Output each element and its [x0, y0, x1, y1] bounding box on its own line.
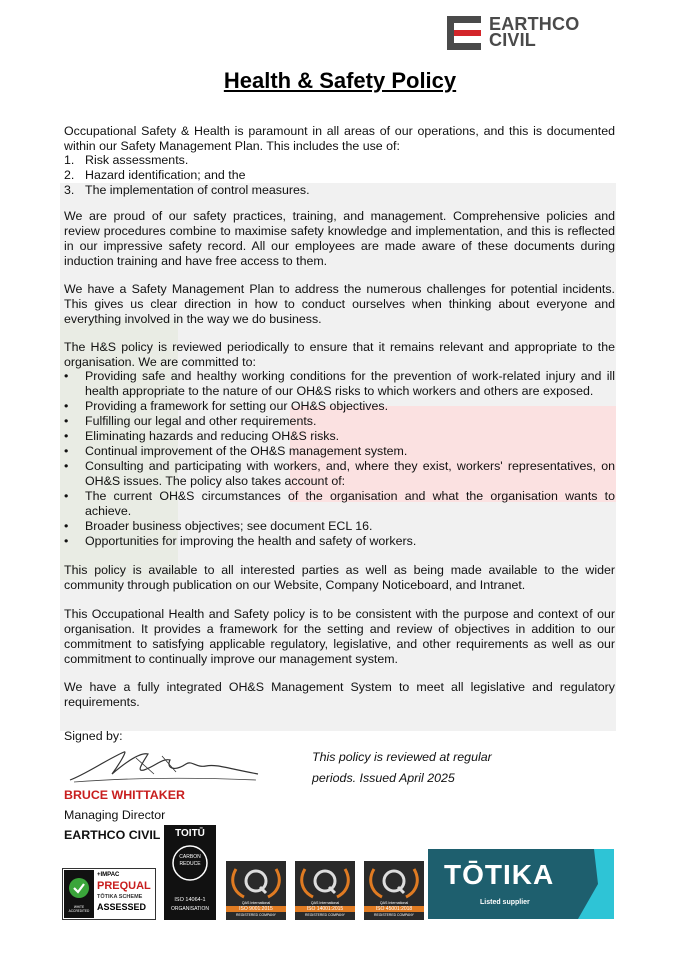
impac-sub-text: TŌTIKA SCHEME: [97, 894, 143, 900]
bullet: •: [64, 534, 69, 548]
impac-top-text: +IMPAC: [97, 872, 120, 878]
review-note-line-1: This policy is reviewed at regular: [312, 750, 492, 764]
toitu-carbon-reduce-badge: [164, 825, 216, 920]
list-item-text: Consulting and participating with workers, and, where they exist, workers' representatives, on OH&S issues. The policy also takes account of:: [85, 459, 615, 488]
list-item-text: The current OH&S circumstances of the organisation and what the organisation wants to achieve.: [85, 489, 615, 518]
signatory-name: BRUCE WHITTAKER: [64, 788, 185, 802]
signatory-company: EARTHCO CIVIL: [64, 828, 161, 842]
list-item-text: Continual improvement of the OH&S management system.: [85, 444, 408, 458]
list-item: [64, 414, 615, 429]
bullet: •: [64, 369, 69, 383]
earthco-civil-logo: [447, 16, 617, 50]
pride-paragraph: We are proud of our safety practices, training, and management. Comprehensive policies and review procedures combine to maximise safety knowledge and implementation, and this is reflected in our impressive safety record. All our employees are made aware of these documents during induction training and have free access to them.: [64, 209, 615, 268]
list-item-text: Eliminating hazards and reducing OH&S risks.: [85, 429, 340, 443]
review-note: [312, 747, 552, 789]
totika-listed-supplier-badge: [428, 849, 614, 919]
qas-laurel-icon: [226, 863, 286, 901]
list-item-text: Providing safe and healthy working conditions for the prevention of work-related injury and ill health appropriate to the nature of our OH&S risks to which workers and others are exposed.: [85, 369, 615, 398]
toitu-title: TOITŪ: [175, 828, 205, 839]
bullet: •: [64, 414, 69, 428]
list-item: [64, 459, 615, 489]
bullet: •: [64, 429, 69, 443]
bullet: •: [64, 444, 69, 458]
bullet: •: [64, 399, 69, 413]
list-item: [64, 183, 615, 198]
totika-wordmark: TŌTIKA: [444, 859, 555, 890]
qas-iso-45001-badge: [364, 861, 424, 920]
list-item: [64, 519, 615, 534]
toitu-ring-text: CARBON REDUCE: [179, 854, 201, 867]
list-item-text: Broader business objectives; see document ECL 16.: [85, 519, 373, 533]
list-item-text: Hazard identification; and the: [85, 168, 246, 182]
bullet: •: [64, 489, 69, 503]
list-item: [64, 168, 615, 183]
list-item-text: Opportunities for improving the health and safety of workers.: [85, 534, 417, 548]
qas-iso-9001-badge: [226, 861, 286, 920]
list-marker: 2.: [64, 168, 75, 182]
impac-prequal-badge: [62, 868, 156, 920]
cert-brand: QAS International: [379, 901, 409, 905]
list-marker: 1.: [64, 153, 75, 167]
review-paragraph: The H&S policy is reviewed periodically to ensure that it remains relevant and appropriate to the organisation. We are committed to:: [64, 340, 615, 369]
plan-paragraph: We have a Safety Management Plan to address the numerous challenges for potential incidents. This gives us clear direction in how to conduct ourselves when thinking about everyone and everything involved in the way we do business.: [64, 282, 615, 326]
toitu-foot-1: ISO 14064-1: [174, 897, 206, 903]
list-item: [64, 369, 615, 399]
impac-left-text: WHITE ACCREDITED: [68, 905, 90, 913]
cert-brand: QAS International: [310, 901, 340, 905]
cert-note: REGISTERED COMPANY: [374, 913, 414, 917]
list-item-text: Fulfilling our legal and other requirements.: [85, 414, 317, 428]
earthco-logo-mark-icon: [447, 16, 483, 50]
cert-brand: QAS International: [241, 901, 271, 905]
logo-line-1: EARTHCO: [489, 14, 580, 34]
cert-standard: ISO 14001:2015: [295, 906, 355, 912]
qas-laurel-icon: [295, 863, 355, 901]
qas-laurel-icon: [364, 863, 424, 901]
qas-iso-14001-badge: [295, 861, 355, 920]
list-item-text: The implementation of control measures.: [85, 183, 310, 197]
cert-standard: ISO 45001:2018: [364, 906, 424, 912]
list-item: [64, 489, 615, 519]
commitments-list: [64, 369, 615, 549]
cert-note: REGISTERED COMPANY: [305, 913, 345, 917]
impac-main-text: PREQUAL: [97, 880, 151, 892]
bullet: •: [64, 459, 69, 473]
consistent-paragraph: This Occupational Health and Safety policy is to be consistent with the purpose and context of our organisation. It provides a framework for the setting and review of objectives in addition to our commitment to satisfying applicable regulatory, legislative, and other requirements as well as our commitment to continually improve our management system.: [64, 607, 615, 666]
page-title: Health & Safety Policy: [223, 68, 457, 93]
impac-foot-text: ASSESSED: [97, 902, 147, 912]
logo-line-2: CIVIL: [489, 30, 537, 50]
signatory-role: Managing Director: [64, 808, 166, 822]
cert-standard: ISO 9001:2015: [226, 906, 286, 912]
list-marker: 3.: [64, 183, 75, 197]
list-item: [64, 534, 615, 549]
list-item-text: Providing a framework for setting our OH&S objectives.: [85, 399, 389, 413]
integrated-paragraph: We have a fully integrated OH&S Management System to meet all legislative and regulatory requirements.: [64, 680, 615, 709]
list-item-text: Risk assessments.: [85, 153, 189, 167]
bullet: •: [64, 519, 69, 533]
totika-sub: Listed supplier: [480, 899, 530, 906]
list-item: [64, 444, 615, 459]
signed-by-label: Signed by:: [64, 729, 123, 743]
review-note-line-2: periods. Issued April 2025: [312, 771, 455, 785]
signature-image: [66, 744, 261, 786]
intro-paragraph: Occupational Safety & Health is paramount in all areas of our operations, and this is documented within our Safety Management Plan. This includes the use of:: [64, 124, 615, 153]
cert-note: REGISTERED COMPANY: [236, 913, 276, 917]
list-item: [64, 153, 615, 168]
intro-list: [64, 153, 615, 198]
list-item: [64, 399, 615, 414]
available-paragraph: This policy is available to all interested parties as well as being made available to the wider community through publication on our Website, Company Noticeboard, and Intranet.: [64, 563, 615, 592]
list-item: [64, 429, 615, 444]
toitu-foot-2: ORGANISATION: [171, 906, 209, 912]
